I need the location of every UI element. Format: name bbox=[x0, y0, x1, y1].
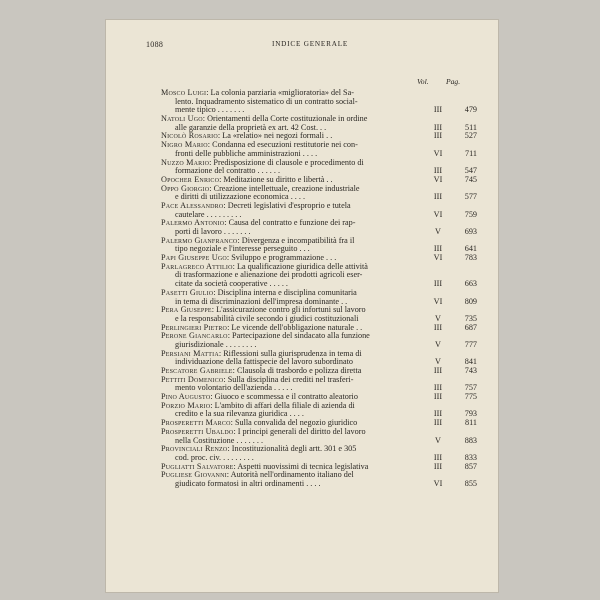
entry-volume: V bbox=[435, 435, 441, 445]
entry-volume: VI bbox=[433, 253, 443, 263]
entry-title-text: : La colonia parziaria «miglioratoria» del Sa- bbox=[206, 88, 354, 97]
entry-page: 775 bbox=[464, 392, 477, 402]
entry-title-text: cautelare . . . . . . . . . bbox=[175, 209, 242, 219]
index-entry bbox=[161, 471, 481, 488]
index-entry bbox=[161, 350, 481, 367]
entry-title-text: : Creazione intellettuale, creazione industriale bbox=[209, 183, 360, 193]
entry-volume: III bbox=[433, 279, 443, 289]
entry-title-text: nella Costituzione . . . . . . . bbox=[175, 435, 264, 445]
entry-page: 577 bbox=[464, 192, 477, 202]
entry-author: Perone Giancarlo bbox=[161, 331, 228, 341]
entry-page: 745 bbox=[464, 174, 477, 184]
entry-page: 479 bbox=[464, 105, 477, 115]
entry-volume: V bbox=[435, 357, 441, 367]
entry-volume: III bbox=[433, 131, 443, 141]
entry-author: Persiani Mattia bbox=[161, 348, 219, 358]
entry-volume: V bbox=[435, 339, 441, 349]
entry-author: Nigro Mario bbox=[161, 140, 208, 150]
entry-volume: III bbox=[433, 166, 443, 176]
index-entry bbox=[161, 402, 481, 419]
entry-page: 687 bbox=[464, 322, 477, 332]
entry-title-text: individuazione della fattispecie del lavoro subordinato bbox=[175, 357, 354, 367]
entry-author: Papi Giuseppe Ugo bbox=[161, 253, 227, 263]
entry-title-text: : L'assicurazione contro gli infortuni sul lavoro bbox=[211, 305, 366, 315]
entry-volume: VI bbox=[433, 209, 443, 219]
entry-page: 547 bbox=[464, 166, 477, 176]
entry-title-text: formazione del contratto . . . . . . bbox=[175, 166, 281, 176]
entry-author: Pasetti Giulio bbox=[161, 287, 214, 297]
pag-column-header: Pag. bbox=[446, 77, 461, 86]
entry-title-text: fronti delle pubbliche amministrazioni . . . . bbox=[175, 148, 318, 158]
entry-title-text: di trasformazione e alienazione dei prodotti agricoli eser- bbox=[175, 270, 363, 280]
entry-title-text: cod. proc. civ. . . . . . . . . bbox=[175, 452, 254, 462]
entry-title-text: : Meditazione su diritto e libertà . . bbox=[219, 174, 333, 184]
entry-volume: III bbox=[433, 383, 443, 393]
entry-author: Pugliese Giovanni bbox=[161, 470, 227, 480]
entry-author: Pescatore Gabriele bbox=[161, 366, 233, 375]
entry-title-text: citate da società cooperative . . . . . bbox=[175, 279, 288, 289]
entry-author: Palermo Gianfranco bbox=[161, 235, 238, 245]
entry-title-text: : L'ambito di affari della filiale di azienda di bbox=[210, 400, 355, 410]
entry-page: 693 bbox=[464, 227, 477, 236]
entry-title-text: : Le vicende dell'obbligazione naturale . . bbox=[227, 322, 363, 332]
index-entries bbox=[161, 89, 481, 489]
entry-title-text: : I principi generali del diritto del lavoro bbox=[233, 426, 366, 436]
entry-page: 759 bbox=[464, 209, 477, 219]
entry-author: Perlingieri Pietro bbox=[161, 322, 228, 332]
entry-title-text: giudicato formatosi in altri ordinamenti . . . . bbox=[175, 478, 321, 488]
entry-volume: V bbox=[435, 313, 441, 323]
entry-title-text: : Causa del contratto e funzione dei rap- bbox=[224, 218, 356, 228]
entry-title-text: : La «relatio» nei negozi formali . . bbox=[217, 131, 333, 141]
index-entry bbox=[161, 202, 481, 219]
entry-author: Prosperetti Ubaldo bbox=[161, 426, 234, 436]
entry-volume: III bbox=[433, 122, 443, 132]
entry-volume: III bbox=[433, 409, 443, 419]
entry-title-text: : Incostituzionalità degli artt. 301 e 305 bbox=[227, 444, 357, 454]
entry-volume: III bbox=[433, 366, 443, 375]
entry-title-text: : Aspetti nuovissimi di tecnica legislativa bbox=[233, 461, 369, 471]
entry-volume: VI bbox=[433, 296, 443, 306]
entry-title-text: : Disciplina interna e disciplina comunitaria bbox=[213, 287, 357, 297]
entry-title-text: credito e la sua rilevanza giuridica . . . . bbox=[175, 409, 304, 419]
entry-title-text: : Predisposizione di clausole e procedimento di bbox=[209, 157, 364, 167]
entry-title-text: : Partecipazione del sindacato alla funzione bbox=[227, 331, 370, 341]
entry-author: Provinciali Renzo bbox=[161, 444, 228, 454]
entry-author: Pace Alessandro bbox=[161, 200, 224, 210]
entry-page: 841 bbox=[464, 357, 477, 367]
entry-title-text: alle garanzie della proprietà ex art. 42 Cost. . . bbox=[175, 122, 327, 132]
entry-author: Nuzzo Mario bbox=[161, 157, 210, 167]
index-entry bbox=[161, 428, 481, 445]
entry-line bbox=[161, 480, 481, 489]
index-entry bbox=[161, 332, 481, 349]
vol-column-header: Vol. bbox=[417, 77, 429, 86]
entry-page: 793 bbox=[464, 409, 477, 419]
entry-page: 883 bbox=[464, 435, 477, 445]
entry-page: 857 bbox=[464, 461, 477, 471]
index-entry bbox=[161, 306, 481, 323]
entry-title-text: in tema di discriminazioni dell'impresa dominante . . bbox=[175, 296, 348, 306]
entry-author: Porzio Mario bbox=[161, 400, 211, 410]
entry-page: 833 bbox=[464, 452, 477, 462]
entry-title-text: : Clausola di trasbordo e polizza diretta bbox=[232, 366, 362, 375]
index-entry bbox=[161, 445, 481, 462]
entry-title-text: mento volontario dell'azienda . . . . . bbox=[175, 383, 293, 393]
entry-volume: VI bbox=[433, 478, 443, 488]
entry-title-text: : Orientamenti della Corte costituzionale in ordine bbox=[202, 114, 368, 124]
entry-title-text: e la responsabilità civile secondo i giudici costituzionali bbox=[175, 313, 359, 323]
entry-title-text: giurisdizionale . . . . . . . . bbox=[175, 339, 257, 349]
entry-page: 511 bbox=[465, 122, 477, 132]
entry-title-text: mente tipico . . . . . . . bbox=[175, 105, 245, 115]
entry-volume: III bbox=[433, 392, 443, 402]
entry-page: 663 bbox=[464, 279, 477, 289]
entry-author: Pino Augusto bbox=[161, 392, 211, 402]
entry-title-text: : Riflessioni sulla giurisprudenza in tema di bbox=[218, 348, 362, 358]
entry-volume: VI bbox=[433, 148, 443, 158]
entry-volume: III bbox=[433, 244, 443, 254]
entry-page: 711 bbox=[465, 148, 477, 158]
entry-page: 757 bbox=[464, 383, 477, 393]
entry-volume: III bbox=[433, 461, 443, 471]
index-entry bbox=[161, 237, 481, 254]
entry-page: 527 bbox=[464, 131, 477, 141]
entry-page: 783 bbox=[464, 253, 477, 263]
entry-author: Natoli Ugo bbox=[161, 114, 203, 124]
entry-author: Pettiti Domenico bbox=[161, 374, 224, 384]
entry-volume: VI bbox=[433, 174, 443, 184]
entry-title-text: : Giuoco e scommessa e il contratto aleatorio bbox=[210, 392, 358, 402]
entry-title-text: : Sviluppo e programmazione . . . bbox=[226, 253, 337, 263]
entry-author: Mosco Luigi bbox=[161, 88, 207, 97]
entry-author: Parlagreco Attilio bbox=[161, 261, 233, 271]
entry-page: 855 bbox=[464, 478, 477, 488]
entry-page: 777 bbox=[464, 339, 477, 349]
running-title: INDICE GENERALE bbox=[272, 40, 349, 48]
entry-page: 811 bbox=[465, 418, 477, 428]
entry-title-text: lento. Inquadramento sistematico di un contratto social- bbox=[175, 96, 358, 106]
entry-title-text: tipo negoziale e l'interesse perseguito . . . bbox=[175, 244, 310, 254]
entry-author: Pugliatti Salvatore bbox=[161, 461, 234, 471]
page-number: 1088 bbox=[146, 40, 164, 49]
entry-title-text: : Condanna ed esecuzioni restitutorie nei con- bbox=[207, 140, 358, 150]
entry-title-text: porti di lavoro . . . . . . . bbox=[175, 227, 251, 236]
entry-author: Oppo Giorgio bbox=[161, 183, 210, 193]
entry-title-text: : Autorità nell'ordinamento italiano del bbox=[226, 470, 354, 480]
index-entry bbox=[161, 219, 481, 236]
entry-volume: III bbox=[433, 418, 443, 428]
entry-author: Pera Giuseppe bbox=[161, 305, 212, 315]
entry-author: Opocher Enrico bbox=[161, 174, 220, 184]
entry-page: 809 bbox=[464, 296, 477, 306]
entry-volume: III bbox=[433, 192, 443, 202]
entry-author: Nicolò Rosario bbox=[161, 131, 218, 141]
index-entry bbox=[161, 141, 481, 158]
entry-page: 743 bbox=[464, 366, 477, 375]
entry-page: 641 bbox=[464, 244, 477, 254]
index-entry bbox=[161, 159, 481, 176]
index-entry bbox=[161, 376, 481, 393]
entry-volume: V bbox=[435, 227, 441, 236]
entry-volume: III bbox=[433, 452, 443, 462]
entry-title-text: e diritti di utilizzazione economica . . . . bbox=[175, 192, 306, 202]
entry-title-text: : Sulla convalida del negozio giuridico bbox=[230, 418, 358, 428]
entry-volume: III bbox=[433, 105, 443, 115]
entry-title-text: : La qualificazione giuridica delle attività bbox=[232, 261, 368, 271]
entry-volume: III bbox=[433, 322, 443, 332]
entry-title-text: : Decreti legislativi d'esproprio e tutela bbox=[223, 200, 351, 210]
entry-page: 735 bbox=[464, 313, 477, 323]
index-entry bbox=[161, 185, 481, 202]
book-page bbox=[106, 20, 498, 592]
entry-author: Prosperetti Marco bbox=[161, 418, 231, 428]
entry-author: Palermo Antonio bbox=[161, 218, 225, 228]
index-entry bbox=[161, 89, 481, 115]
index-entry bbox=[161, 115, 481, 132]
index-entry bbox=[161, 289, 481, 306]
entry-title-text: : Divergenza e incompatibilità fra il bbox=[237, 235, 355, 245]
index-entry bbox=[161, 263, 481, 289]
entry-title-text: : Sulla disciplina dei crediti nel trasferi- bbox=[223, 374, 354, 384]
